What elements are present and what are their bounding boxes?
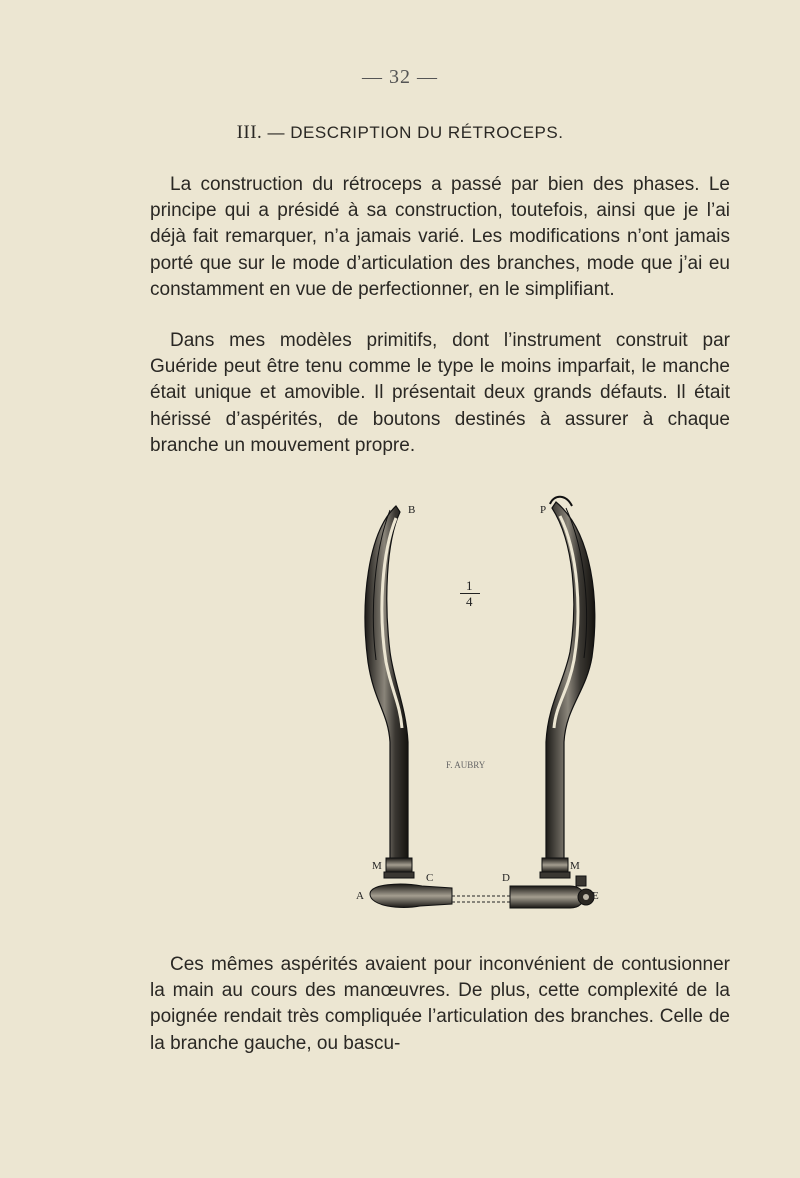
- crossbar-handle: [370, 876, 594, 908]
- label-b: B: [408, 504, 416, 516]
- label-m-left: M: [372, 860, 382, 872]
- label-m-right: M: [570, 860, 580, 872]
- paragraph-2: Dans mes modèles primitifs, dont l’instrument construit par Guéride peut être tenu comme le type le moins imparfait, le manche était unique et amovible. Il présentait deux grands défauts. Il était hérissé d’aspérités, de boutons destinés à assurer à chaque branche un mouvement propre.: [150, 330, 730, 456]
- retroceps-figure: [356, 492, 600, 932]
- label-fraction-bottom: 4: [466, 594, 473, 609]
- label-d: D: [502, 872, 510, 884]
- paragraph-1: La construction du rétroceps a passé par bien des phases. Le principe qui a présidé à sa construction, toutefois, ainsi que je l’ai déjà fait remarquer, n’a jamais varié. Les modifications n’ont jamais porté que sur le mode d’articulation des branches, mode que j’ai eu constamment en vue de perfectionner, en le simplifiant.: [150, 174, 730, 300]
- section-heading: — DESCRIPTION DU RÉTROCEPS.: [262, 123, 564, 142]
- label-fraction-top: 1: [466, 578, 473, 593]
- label-a: A: [356, 890, 364, 902]
- right-branch: [540, 497, 595, 878]
- section-title: [0, 122, 800, 144]
- paragraph-3: Ces mêmes aspérités avaient pour inconvénient de contusionner la main au cours des manœuvres. De plus, cette complexité de la poignée rendait très compliquée l’articulation des branches. Celle de la branche gauche, ou bascu-: [150, 954, 730, 1054]
- section-numeral: III.: [236, 122, 263, 143]
- page-number: — 32 —: [362, 66, 438, 88]
- left-branch: [365, 506, 414, 878]
- label-maker: F. AUBRY: [446, 760, 486, 770]
- label-c: C: [426, 872, 434, 884]
- label-p: P: [540, 504, 547, 516]
- label-e: E: [592, 890, 599, 902]
- retroceps-illustration: [360, 492, 600, 932]
